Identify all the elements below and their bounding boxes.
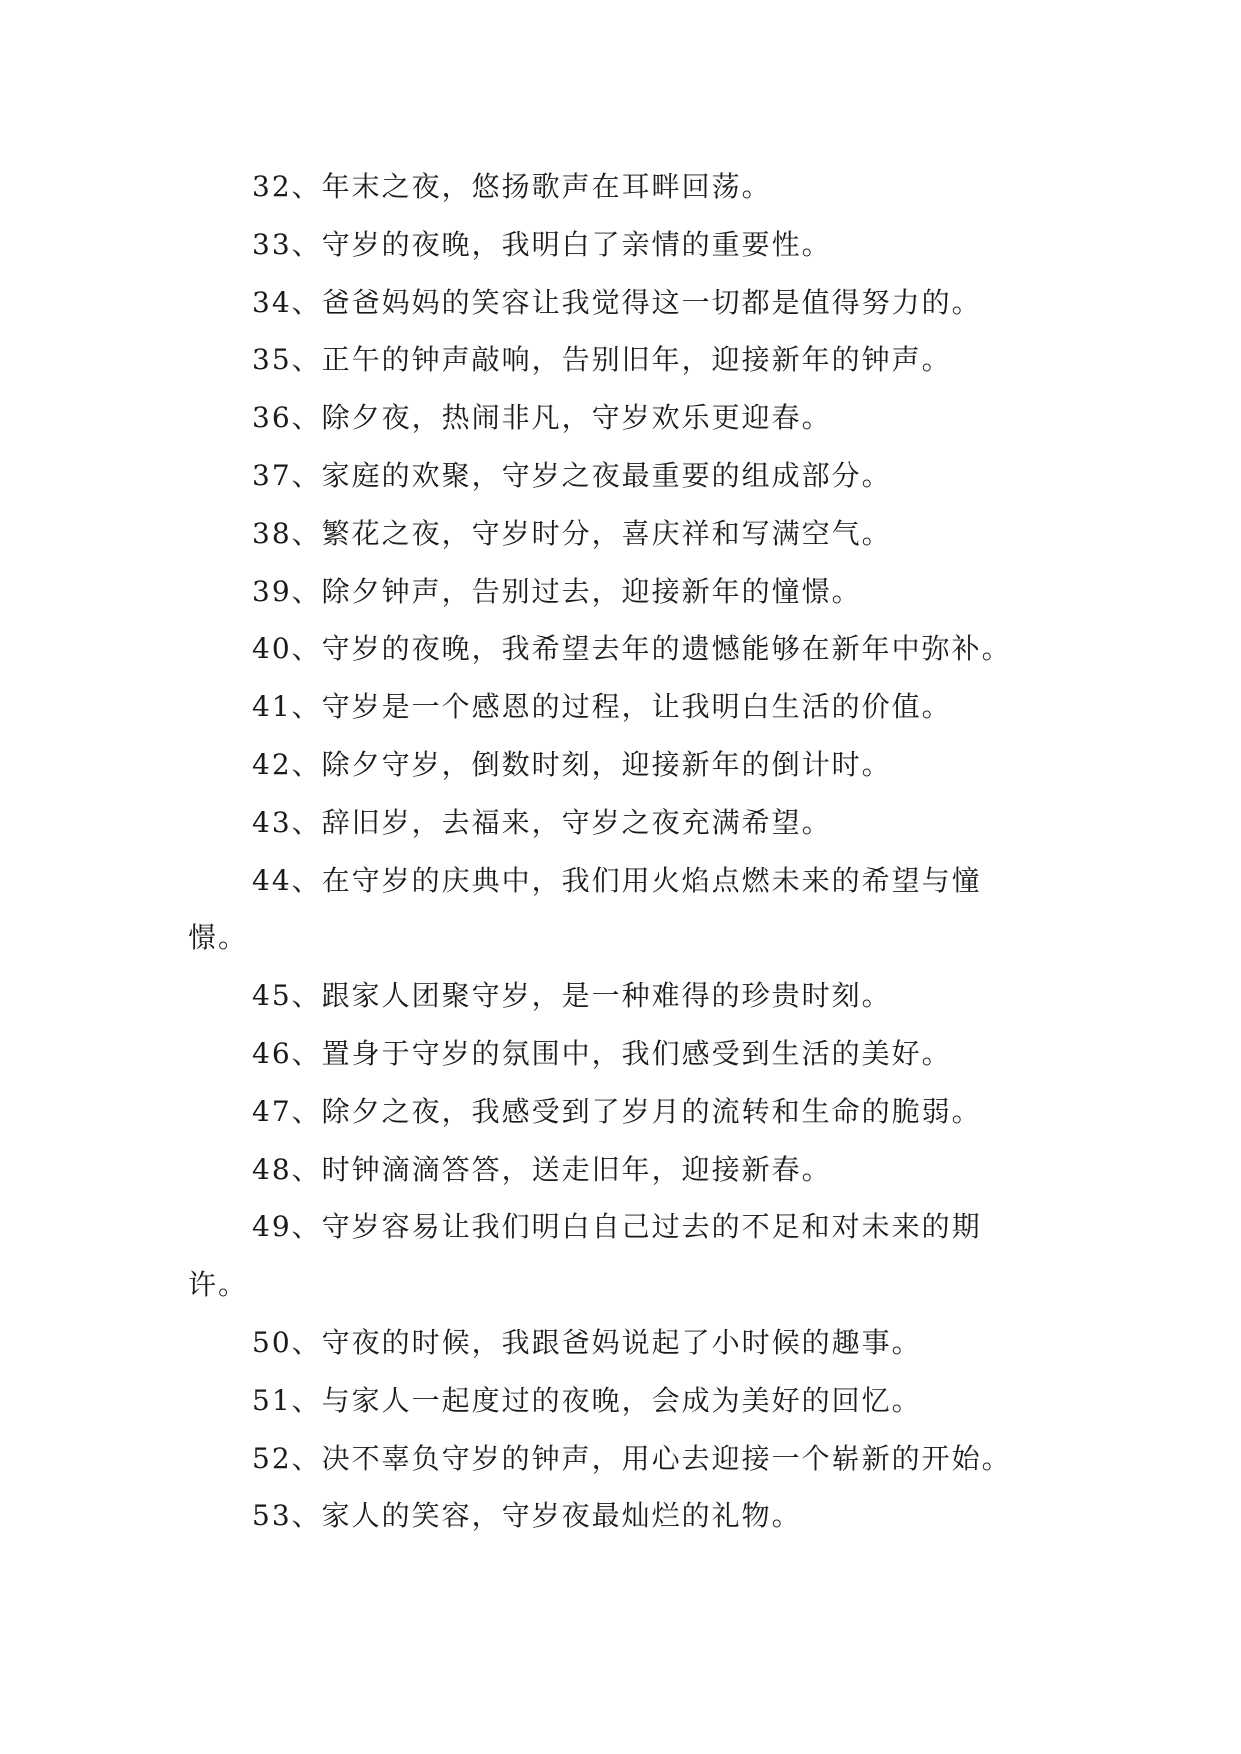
- text-line-46: 46、置身于守岁的氛围中，我们感受到生活的美好。: [252, 1036, 952, 1070]
- text-line-32: 32、年末之夜，悠扬歌声在耳畔回荡。: [252, 170, 772, 203]
- text-line-51: 51、与家人一起度过的夜晚，会成为美好的回忆。: [252, 1383, 922, 1417]
- text-line-37: 37、家庭的欢聚，守岁之夜最重要的组成部分。: [252, 458, 892, 492]
- text-line-52: 52、决不辜负守岁的钟声，用心去迎接一个崭新的开始。: [252, 1441, 1012, 1475]
- text-line-41: 41、守岁是一个感恩的过程，让我明白生活的价值。: [252, 690, 952, 724]
- text-line-44: 44、在守岁的庆典中，我们用火焰点燃未来的希望与憧: [252, 863, 982, 897]
- text-line-44-continued: 憬。: [188, 921, 249, 955]
- text-line-49-continued: 许。: [188, 1268, 249, 1302]
- document-body: [188, 158, 1048, 1545]
- text-line-38: 38、繁花之夜，守岁时分，喜庆祥和写满空气。: [252, 516, 892, 550]
- text-line-36: 36、除夕夜，热闹非凡，守岁欢乐更迎春。: [252, 401, 832, 435]
- text-line-35: 35、正午的钟声敲响，告别旧年，迎接新年的钟声。: [252, 343, 952, 377]
- text-line-53: 53、家人的笑容，守岁夜最灿烂的礼物。: [252, 1499, 802, 1533]
- text-line-49: 49、守岁容易让我们明白自己过去的不足和对未来的期: [252, 1210, 982, 1244]
- text-line-45: 45、跟家人团聚守岁，是一种难得的珍贵时刻。: [252, 979, 892, 1013]
- text-line-40: 40、守岁的夜晚，我希望去年的遗憾能够在新年中弥补。: [252, 632, 1012, 666]
- text-line-47: 47、除夕之夜，我感受到了岁月的流转和生命的脆弱。: [252, 1094, 982, 1128]
- text-line-42: 42、除夕守岁，倒数时刻，迎接新年的倒计时。: [252, 747, 892, 781]
- text-line-48: 48、时钟滴滴答答，送走旧年，迎接新春。: [252, 1152, 832, 1186]
- text-line-33: 33、守岁的夜晚，我明白了亲情的重要性。: [252, 227, 832, 261]
- text-line-43: 43、辞旧岁，去福来，守岁之夜充满希望。: [252, 805, 832, 839]
- text-line-50: 50、守夜的时候，我跟爸妈说起了小时候的趣事。: [252, 1325, 922, 1359]
- text-line-34: 34、爸爸妈妈的笑容让我觉得这一切都是值得努力的。: [252, 285, 982, 319]
- text-line-39: 39、除夕钟声，告别过去，迎接新年的憧憬。: [252, 574, 862, 608]
